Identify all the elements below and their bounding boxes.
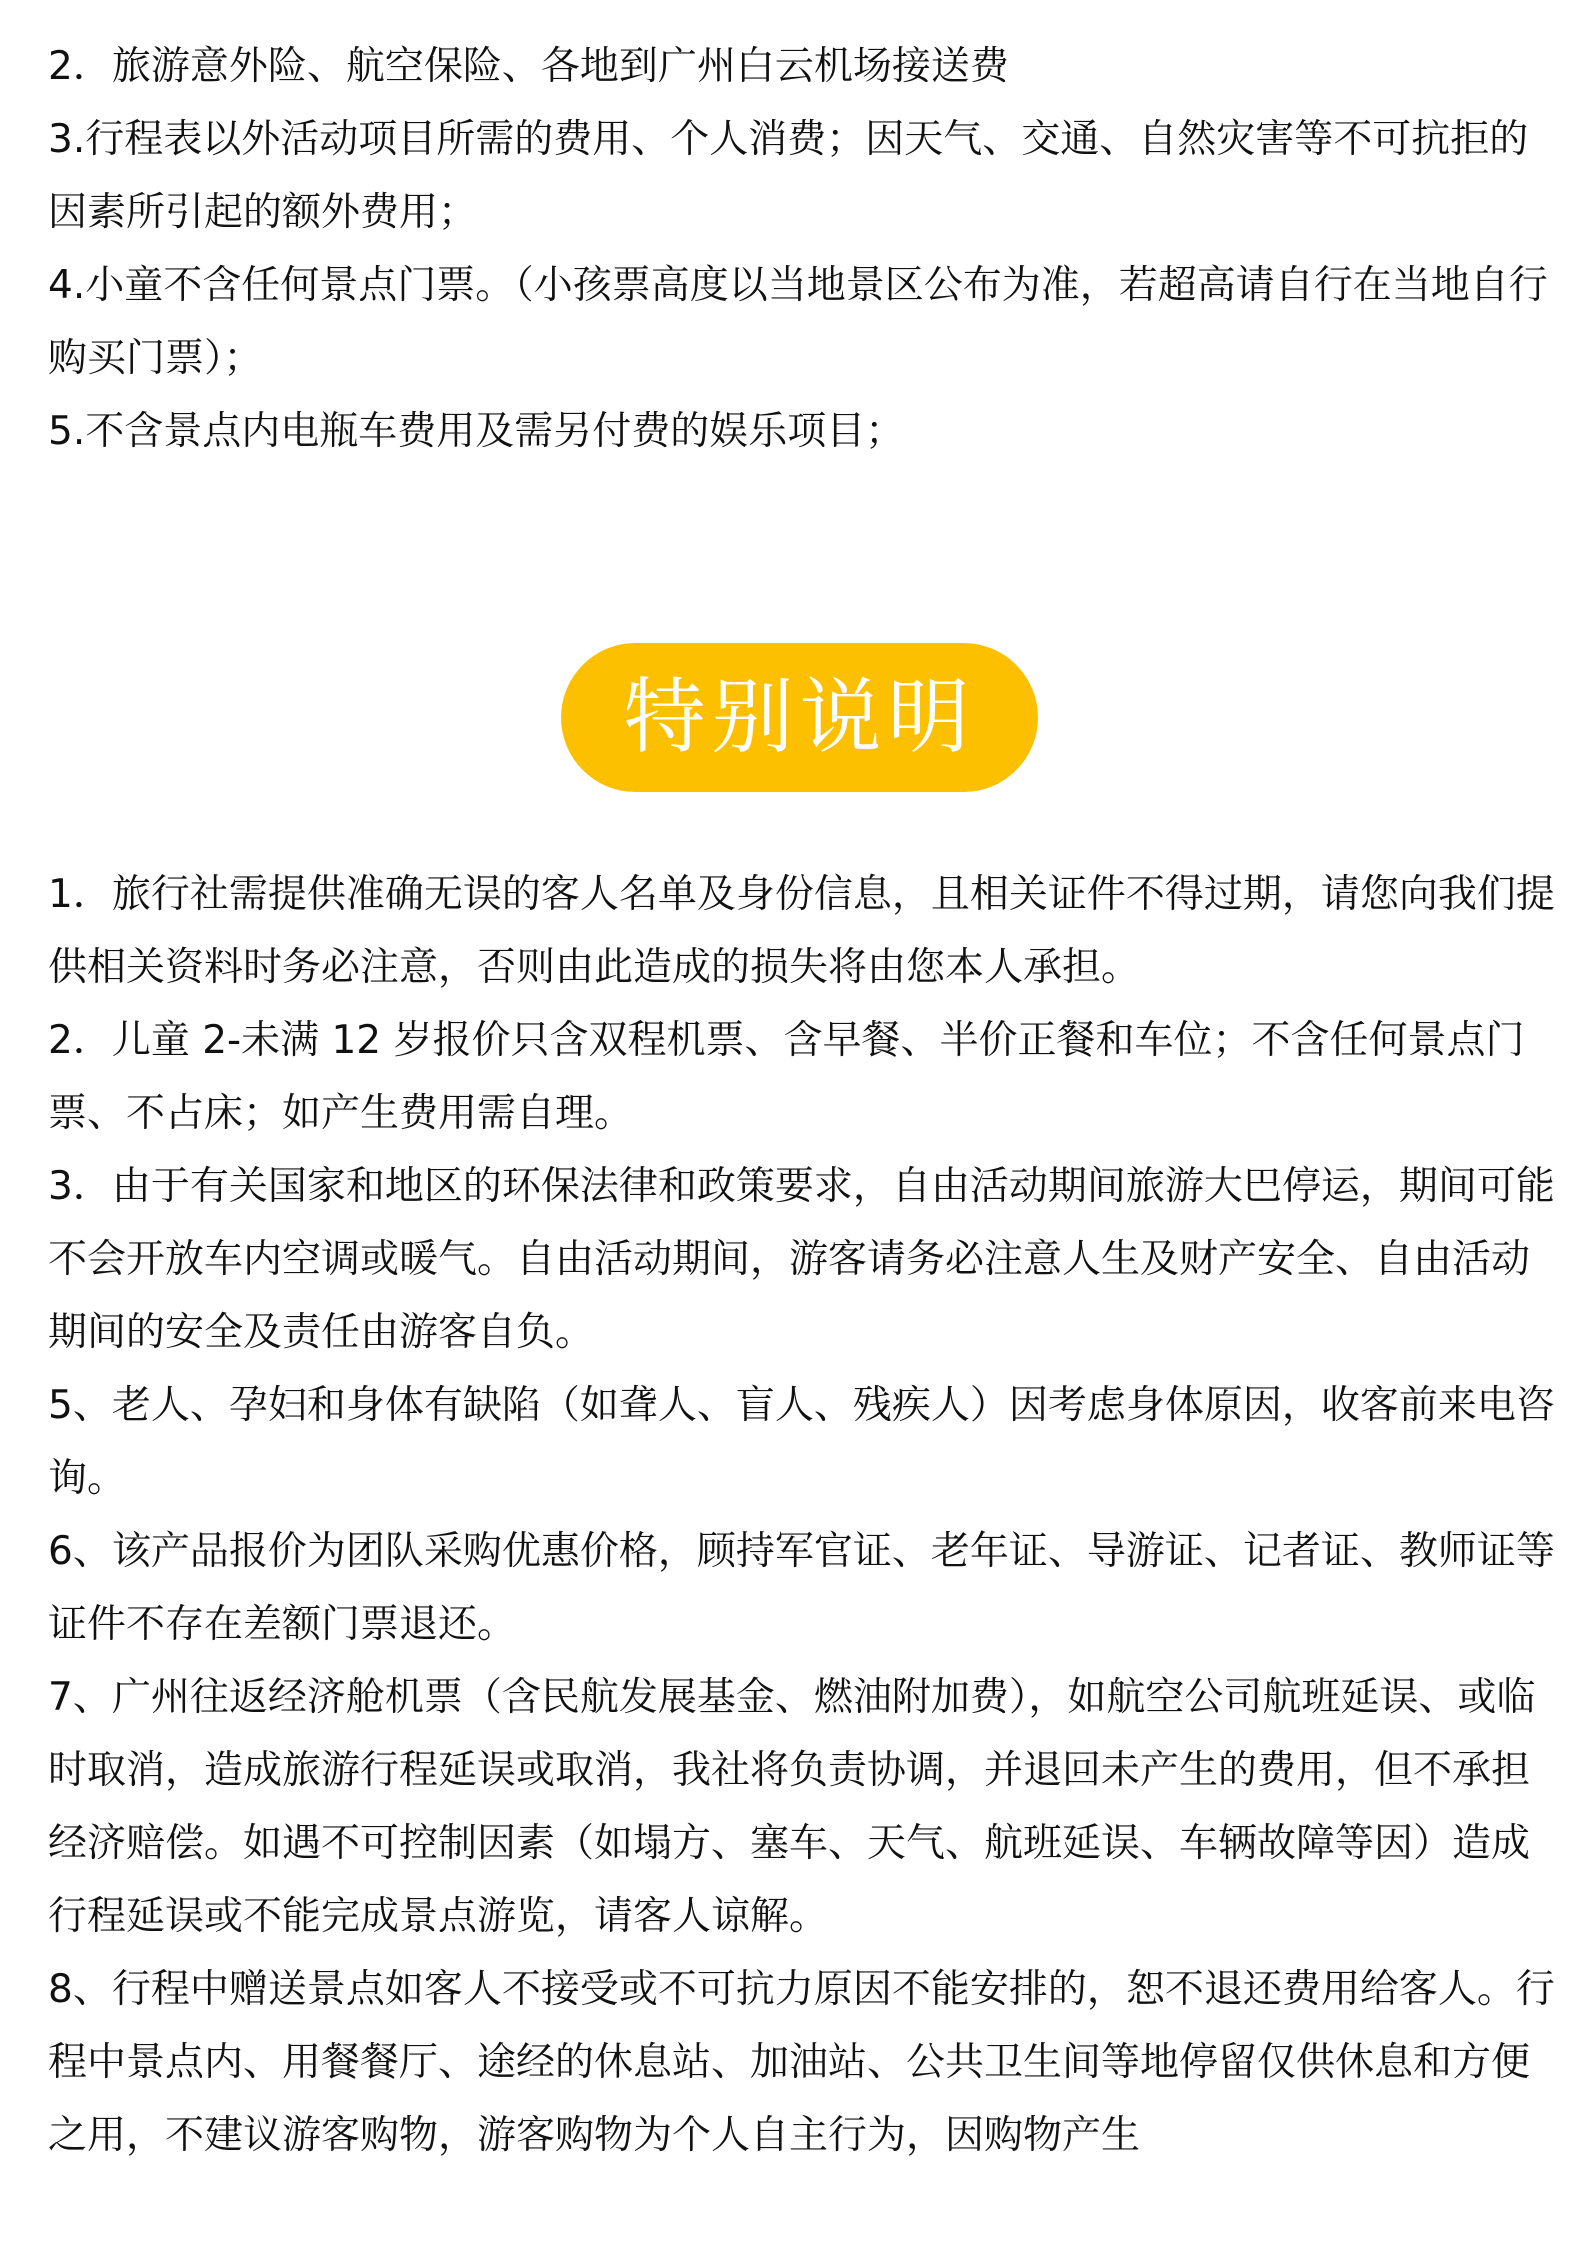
- special-note-6: 6、该产品报价为团队采购优惠价格，顾持军官证、老年证、导游证、记者证、教师证等证件不存在差额门票退还。: [48, 1529, 1555, 1647]
- special-notes-list: [48, 858, 1558, 2172]
- exclusion-item-3: 3.行程表以外活动项目所需的费用、个人消费；因天气、交通、自然灾害等不可抗拒的因素所引起的额外费用；: [48, 117, 1529, 235]
- exclusion-item-4: 4.小童不含任何景点门票。（小孩票高度以当地景区公布为准，若超高请自行在当地自行购买门票）；: [48, 263, 1548, 381]
- exclusion-item-2: 2．旅游意外险、航空保险、各地到广州白云机场接送费: [48, 44, 1009, 89]
- special-note-5: 5、老人、孕妇和身体有缺陷（如聋人、盲人、残疾人）因考虑身体原因，收客前来电咨询。: [48, 1383, 1555, 1501]
- special-note-3: 3．由于有关国家和地区的环保法律和政策要求，自由活动期间旅游大巴停运，期间可能不会开放车内空调或暖气。自由活动期间，游客请务必注意人生及财产安全、自由活动期间的安全及责任由游客自负。: [48, 1164, 1555, 1355]
- special-note-8: 8、行程中赠送景点如客人不接受或不可抗力原因不能安排的，恕不退还费用给客人。行程中景点内、用餐餐厅、途经的休息站、加油站、公共卫生间等地停留仅供休息和方便之用，不建议游客购物，游客购物为个人自主行为，因购物产生: [48, 1967, 1555, 2158]
- special-notes-title: 特别说明: [623, 669, 976, 765]
- special-note-7: 7、广州往返经济舱机票（含民航发展基金、燃油附加费），如航空公司航班延误、或临时取消，造成旅游行程延误或取消，我社将负责协调，并退回未产生的费用，但不承担经济赔偿。如遇不可控制因素（如塌方、塞车、天气、航班延误、车辆故障等因）造成行程延误或不能完成景点游览，请客人谅解。: [48, 1675, 1536, 1939]
- special-note-1: 1．旅行社需提供准确无误的客人名单及身份信息，且相关证件不得过期，请您向我们提供相关资料时务必注意，否则由此造成的损失将由您本人承担。: [48, 872, 1555, 990]
- special-notes-title-badge: [561, 643, 1038, 792]
- exclusion-item-5: 5.不含景点内电瓶车费用及需另付费的娱乐项目；: [48, 409, 905, 454]
- exclusions-list: [48, 30, 1558, 468]
- special-note-2: 2．儿童 2-未满 12 岁报价只含双程机票、含早餐、半价正餐和车位；不含任何景点门票、不占床；如产生费用需自理。: [48, 1018, 1525, 1136]
